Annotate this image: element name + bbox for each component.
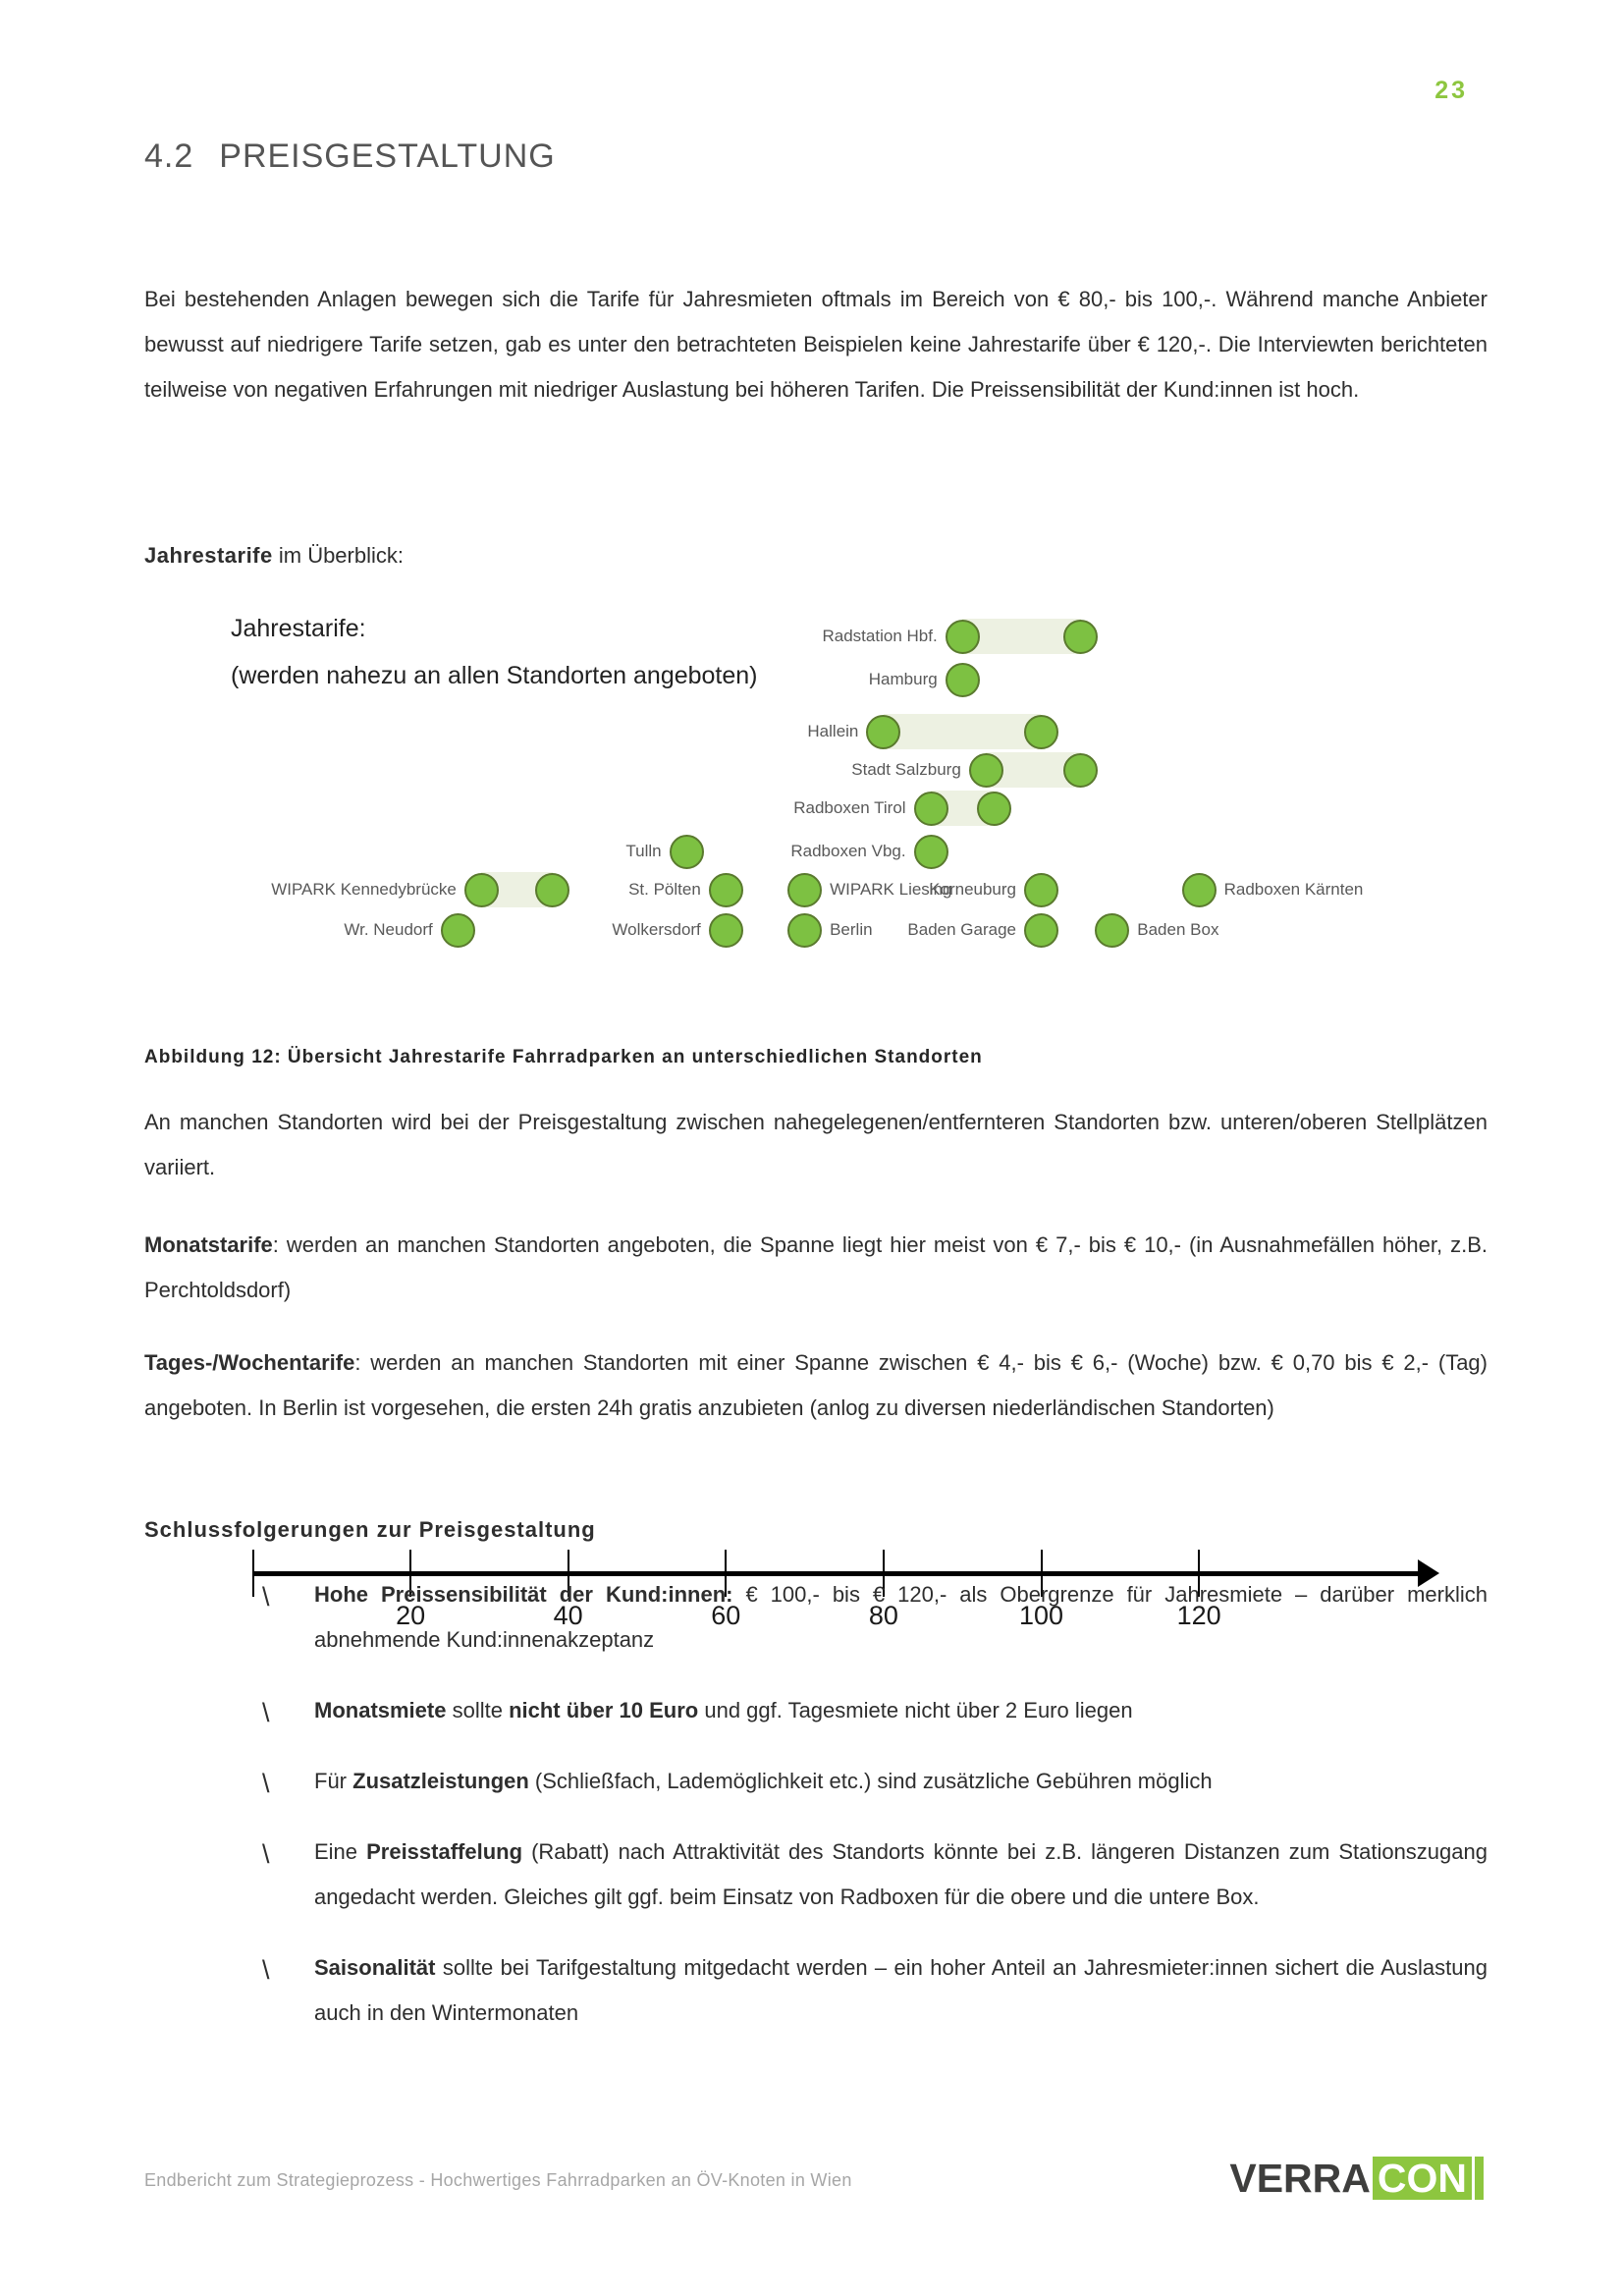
- data-point: [1063, 620, 1098, 654]
- data-point: [787, 873, 822, 907]
- chart-label: Stadt Salzburg: [851, 760, 961, 779]
- chart-label: Hamburg: [868, 670, 938, 688]
- data-point: [1182, 873, 1217, 907]
- data-point: [670, 835, 704, 869]
- data-point: [914, 792, 948, 826]
- text-run: : werden an manchen Standorten angeboten, die Spanne liegt hier meist von € 7,- bis € 10,- (in Ausnahmefällen höher, z.B. Perchtoldsdorf): [144, 1232, 1488, 1302]
- logo-text-green: CON: [1373, 2157, 1472, 2200]
- data-point: [969, 753, 1003, 788]
- after-figure-paragraph: [144, 1100, 1488, 1190]
- text-run: : werden an manchen Standorten mit einer Spanne zwischen € 4,- bis € 6,- (Woche) bzw. € 0,70 bis € 2,- (Tag) angeboten. In Berlin ist vorgesehen, die ersten 24h gratis anzubieten (anlog zu diversen niederländischen Standorten): [144, 1350, 1488, 1420]
- conclusions-heading: Schlussfolgerungen zur Preisgestaltung: [144, 1517, 596, 1542]
- chart-label: Tulln: [625, 842, 662, 860]
- chart-label: WIPARK Liesing: [830, 880, 952, 899]
- bold-text-run: Saisonalität: [314, 1955, 436, 1980]
- conclusion-bullet: [144, 1945, 1488, 2036]
- data-point: [977, 792, 1011, 826]
- conclusion-bullet: [144, 1759, 1488, 1804]
- conclusions-list: [144, 1572, 1488, 2061]
- data-point: [866, 715, 900, 749]
- section-title: PREISGESTALTUNG: [219, 137, 556, 175]
- data-point: [1095, 913, 1129, 948]
- chart-subtitle: (werden nahezu an allen Standorten angeboten): [231, 662, 758, 689]
- text-run: und ggf. Tagesmiete nicht über 2 Euro liegen: [698, 1698, 1133, 1722]
- text-run: im Überblick:: [272, 543, 404, 568]
- text-run: € 100,- bis € 120,- als Obergrenze für Jahresmiete – darüber merklich abnehmende Kund:innenakzeptanz: [314, 1582, 1488, 1652]
- chart-label: Radstation Hbf.: [822, 627, 938, 645]
- chart-label: Wr. Neudorf: [344, 920, 433, 939]
- conclusion-bullet: [144, 1830, 1488, 1920]
- axis-tick-label: 80: [868, 1601, 898, 1630]
- chart-label: Hallein: [807, 722, 859, 740]
- data-point: [709, 873, 743, 907]
- page-number: 23: [1434, 77, 1468, 104]
- chart-label: Wolkersdorf: [612, 920, 701, 939]
- axis-tick-label: 20: [396, 1601, 426, 1630]
- bullet-marker: \: [262, 1698, 270, 1727]
- overview-line: [144, 543, 404, 569]
- bold-text-run: Preisstaffelung: [366, 1839, 523, 1864]
- verracon-logo: [1229, 2157, 1484, 2200]
- data-point: [914, 835, 948, 869]
- logo-text-dark: VERRA: [1229, 2156, 1371, 2201]
- text-run: sollte bei Tarifgestaltung mitgedacht werden – ein hoher Anteil an Jahresmieter:innen sichert die Auslastung auch in den Wintermonaten: [314, 1955, 1488, 2025]
- bold-text-run: nicht über 10 Euro: [509, 1698, 699, 1722]
- bold-text-run: Zusatzleistungen: [352, 1769, 529, 1793]
- data-point: [1024, 873, 1058, 907]
- bullet-marker: \: [262, 1839, 270, 1869]
- bold-text-run: Tages-/Wochentarife: [144, 1350, 355, 1375]
- chart-label: Radboxen Kärnten: [1223, 880, 1364, 899]
- bold-text-run: Monatsmiete: [314, 1698, 447, 1722]
- text-run: An manchen Standorten wird bei der Preisgestaltung zwischen nahegelegenen/entfernteren Standorten bzw. unteren/oberen Stellplätzen variiert.: [144, 1110, 1488, 1179]
- conclusion-bullet: [144, 1572, 1488, 1663]
- chart-label: Baden Box: [1137, 920, 1219, 939]
- data-point: [1024, 913, 1058, 948]
- text-run: (Schließfach, Lademöglichkeit etc.) sind zusätzliche Gebühren möglich: [528, 1769, 1213, 1793]
- bullet-marker: \: [262, 1955, 270, 1985]
- text-run: Bei bestehenden Anlagen bewegen sich die Tarife für Jahresmieten oftmals im Bereich von € 80,- bis 100,-. Während manche Anbieter bewusst auf niedrigere Tarife setzen, gab es unter den betrachteten Beispielen keine Jahrestarife über € 120,-. Die Interviewten berichteten teilweise von negativen Erfahrungen mit niedriger Auslastung bei höheren Tarifen. Die Preissensibilität der Kund:innen ist hoch.: [144, 287, 1488, 402]
- chart-label: St. Pölten: [628, 880, 701, 899]
- tages-wochentarife-paragraph: [144, 1340, 1488, 1431]
- chart-label: Radboxen Vbg.: [790, 842, 906, 860]
- chart-label: Radboxen Tirol: [793, 798, 906, 817]
- data-point: [441, 913, 475, 948]
- figure-caption: Abbildung 12: Übersicht Jahrestarife Fahrradparken an unterschiedlichen Standorten: [144, 1047, 983, 1067]
- chart-label: Berlin: [830, 920, 873, 939]
- axis-tick-label: 40: [553, 1601, 583, 1630]
- chart-title: Jahrestarife:: [231, 615, 366, 642]
- chart-label: WIPARK Kennedybrücke: [271, 880, 457, 899]
- data-point: [1063, 753, 1098, 788]
- data-point: [1024, 715, 1058, 749]
- conclusion-bullet: [144, 1688, 1488, 1733]
- section-heading: [144, 137, 556, 176]
- bold-text-run: Jahrestarife: [144, 543, 273, 568]
- data-point: [946, 663, 980, 697]
- axis-tick-label: 100: [1018, 1601, 1064, 1630]
- data-point: [946, 620, 980, 654]
- axis-tick-label: 120: [1176, 1601, 1221, 1630]
- text-run: Eine: [314, 1839, 367, 1864]
- data-point: [709, 913, 743, 948]
- text-run: (Rabatt) nach Attraktivität des Standorts könnte bei z.B. längeren Distanzen zum Stationszugang angedacht werden. Gleiches gilt ggf. beim Einsatz von Radboxen für die obere und die untere Box.: [314, 1839, 1488, 1909]
- chart-label: Baden Garage: [907, 920, 1016, 939]
- data-point: [787, 913, 822, 948]
- bullet-marker: \: [262, 1769, 270, 1798]
- data-point: [464, 873, 499, 907]
- bullet-marker: \: [262, 1582, 270, 1612]
- range-band: [884, 714, 1042, 749]
- intro-paragraph: [144, 277, 1488, 412]
- data-point: [535, 873, 569, 907]
- chart-label: Korneuburg: [929, 880, 1016, 899]
- text-run: Für: [314, 1769, 353, 1793]
- bold-text-run: Hohe Preissensibilität der Kund:innen:: [314, 1582, 733, 1607]
- monatstarife-paragraph: [144, 1223, 1488, 1313]
- section-number: 4.2: [144, 137, 194, 175]
- axis-tick-label: 60: [711, 1601, 741, 1630]
- logo-tail-mark: [1475, 2157, 1484, 2200]
- bold-text-run: Monatstarife: [144, 1232, 273, 1257]
- text-run: sollte: [446, 1698, 510, 1722]
- footer-text: Endbericht zum Strategieprozess - Hochwertiges Fahrradparken an ÖV-Knoten in Wien: [144, 2170, 852, 2190]
